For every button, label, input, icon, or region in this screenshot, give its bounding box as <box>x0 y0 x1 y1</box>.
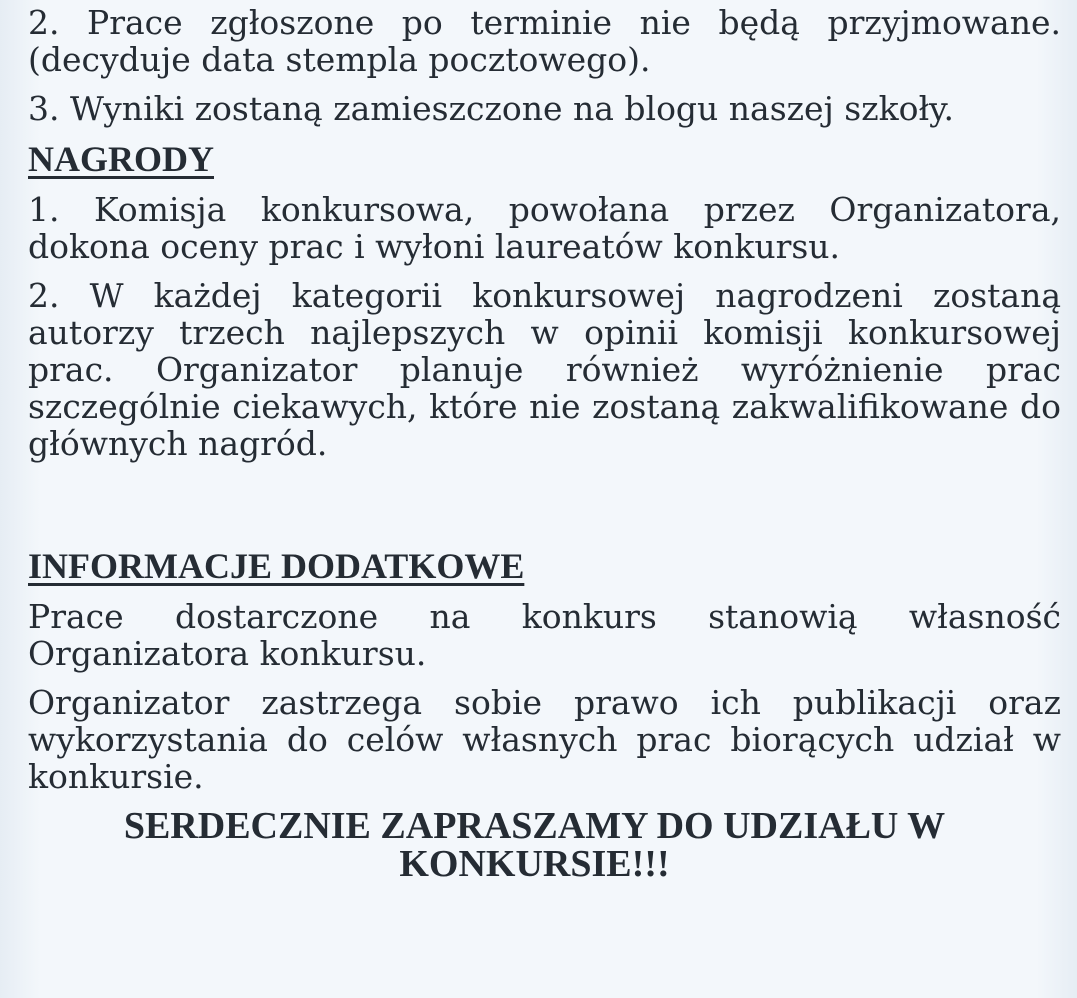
paragraph-commission: 1. Komisja konkursowa, powołana przez Organizatora, dokona oceny prac i wyłoni laureatów konkursu. <box>28 190 1061 266</box>
paragraph-publication: Organizator zastrzega sobie prawo ich publikacji oraz wykorzystania do celów własnych prac biorących udział w konkursie. <box>28 683 1061 796</box>
heading-additional-info: INFORMACJE DODATKOWE <box>28 546 525 586</box>
closing-invitation <box>28 807 1061 883</box>
closing-invitation-line-1: SERDECZNIE ZAPRASZAMY DO UDZIAŁU W <box>123 805 946 847</box>
paragraph-late-submissions: 2. Prace zgłoszone po terminie nie będą przyjmowane. (decyduje data stempla pocztowego). <box>28 3 1061 79</box>
paragraph-ownership: Prace dostarczone na konkurs stanowią własność Organizatora konkursu. <box>28 597 1061 673</box>
closing-invitation-line-2: KONKURSIE!!! <box>399 843 670 885</box>
heading-awards: NAGRODY <box>28 139 214 179</box>
paragraph-categories: 2. W każdej kategorii konkursowej nagrodzeni zostaną autorzy trzech najlepszych w opinii komisji konkursowej prac. Organizator planuje również wyróżnienie prac szczególnie ciekawych, które nie zostaną zakwalifikowane do głównych nagród. <box>28 276 1061 463</box>
section-spacer <box>28 474 1061 544</box>
paragraph-results: 3. Wyniki zostaną zamieszczone na blogu naszej szkoły. <box>28 89 954 128</box>
